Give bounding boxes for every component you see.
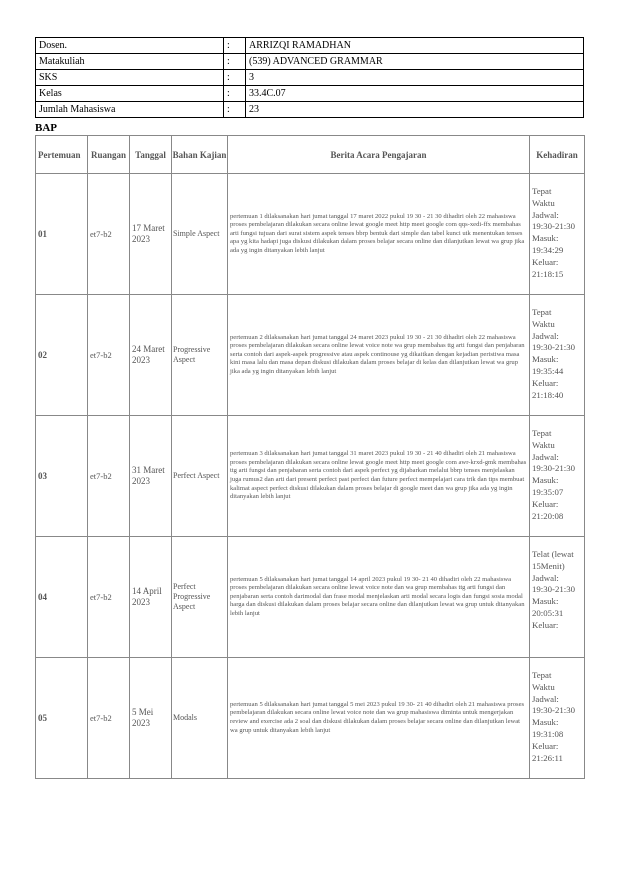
info-value: ARRIZQI RAMADHAN: [246, 38, 584, 54]
kehadiran-line: 19:34:29: [532, 244, 564, 255]
row-ruangan: et7-b2: [88, 658, 130, 779]
kehadiran-line: Masuk:: [532, 354, 559, 365]
header-tanggal: Tanggal: [130, 136, 172, 174]
row-kehadiran: [530, 174, 585, 295]
info-row-jumlah: [36, 102, 584, 118]
header-pertemuan: Pertemuan: [36, 136, 88, 174]
kehadiran-line: Masuk:: [532, 717, 559, 728]
header-ruangan: Ruangan: [88, 136, 130, 174]
kehadiran-line: 21:18:15: [532, 268, 564, 279]
bap-header-row: [36, 136, 585, 174]
kehadiran-line: Jadwal:: [532, 330, 559, 341]
row-pertemuan: 03: [36, 416, 88, 537]
info-value: 33.4C.07: [246, 86, 584, 102]
kehadiran-line: 19:30-21:30: [532, 705, 576, 716]
row-pertemuan: 01: [36, 174, 88, 295]
header-bahan-kajian: Bahan Kajian: [172, 136, 228, 174]
row-ruangan: et7-b2: [88, 295, 130, 416]
header-berita-acara: Berita Acara Pengajaran: [228, 136, 530, 174]
row-ruangan: et7-b2: [88, 537, 130, 658]
row-bahan-kajian: Modals: [172, 658, 228, 779]
kehadiran-line: 19:31:08: [532, 728, 564, 739]
row-berita-acara: pertemuan 5 dilaksanakan hari jumat tanggal 14 april 2023 pukul 19 30- 21 40 dihadiri oleh 22 mahasiswa proses pembelajaran dilakukan secara online lewat voice note dan wa grup membahas ttg arti fungsi dan penjabaran serta contoh darimodal dan frase modal menjelaskan arti modal secara logis dan fungsi sosia modal harga dan diskusi dilakukan dalam proses belajar secara online dan dilanjutkan lewat wa grup untuk ditanyakan lebih lanjut: [228, 537, 530, 658]
kehadiran-line: Jadwal:: [532, 451, 559, 462]
kehadiran-line: Tepat: [532, 670, 552, 680]
info-separator: :: [224, 54, 246, 70]
kehadiran-line: Keluar:: [532, 256, 559, 267]
kehadiran-line: Masuk:: [532, 233, 559, 244]
info-separator: :: [224, 86, 246, 102]
row-berita-acara: pertemuan 2 dilaksanakan hari jumat tanggal 24 maret 2023 pukul 19 30 - 21 30 dihadiri oleh 22 mahasiswa proses pembelajaran dilakukan secara online lewat voice note wa grup membahas ttg arti fungsi dan penjabaran serta contoh dari aspek-aspek progressive atau aspek continouse yg dikaitkan dengan kejadian peristiwa masa kini masa lalu dan masa depan diskusi dilakukan dalam proses belajar di kelas dan dilanjutkan lewat wa grup jika ada yg ingin ditanyakan lebih lanjut: [228, 295, 530, 416]
kehadiran-line: Jadwal:: [532, 572, 559, 583]
row-tanggal: 24 Maret 2023: [130, 295, 172, 416]
row-bahan-kajian: Simple Aspect: [172, 174, 228, 295]
row-pertemuan: 02: [36, 295, 88, 416]
kehadiran-line: 21:26:11: [532, 752, 563, 763]
info-value: 3: [246, 70, 584, 86]
info-label: Kelas: [36, 86, 224, 102]
info-row-sks: [36, 70, 584, 86]
row-ruangan: et7-b2: [88, 416, 130, 537]
kehadiran-line: 19:30-21:30: [532, 463, 576, 474]
kehadiran-line: 19:30-21:30: [532, 221, 576, 232]
kehadiran-line: 20:05:31: [532, 607, 564, 618]
row-tanggal: 17 Maret 2023: [130, 174, 172, 295]
kehadiran-line: Waktu: [532, 439, 555, 450]
kehadiran-line: Telat (lewat: [532, 549, 574, 559]
info-label: Jumlah Mahasiswa: [36, 102, 224, 118]
kehadiran-line: Keluar:: [532, 740, 559, 751]
info-row-kelas: [36, 86, 584, 102]
kehadiran-line: Waktu: [532, 681, 555, 692]
kehadiran-line: 19:35:44: [532, 365, 564, 376]
bap-table: [35, 135, 585, 779]
kehadiran-line: Jadwal:: [532, 693, 559, 704]
table-row: [36, 416, 585, 537]
kehadiran-line: 19:35:07: [532, 486, 564, 497]
kehadiran-line: 21:20:08: [532, 510, 564, 521]
row-berita-acara: pertemuan 1 dilaksanakan hari jumat tanggal 17 maret 2022 pukul 19 30 - 21 30 dihadiri oleh 22 mahasiswa proses pembelajaran dilakukan secara online lewat google meet http meet google com qqs-xedi-ffx membahas arti fungsi tujuan dari surat sistem aspek tenses bbrp bentuk dari simple dan tabel kunci utk menentukan tenses apa yg kita hadapi juga diskusi dilakukan dalam proses belajar secara online dan dilanjutkan lewat wa grup jika ada yg ingin ditanyakan lebih lanjut: [228, 174, 530, 295]
row-bahan-kajian: Perfect Progressive Aspect: [172, 537, 228, 658]
info-label: Dosen.: [36, 38, 224, 54]
row-bahan-kajian: Perfect Aspect: [172, 416, 228, 537]
row-tanggal: 5 Mei 2023: [130, 658, 172, 779]
row-berita-acara: pertemuan 5 dilaksanakan hari jumat tanggal 5 mei 2023 pukul 19 30- 21 40 dihadiri oleh 21 mahasiswa proses pembelajaran dilakukan secara online lewat voice note dan wa grup mahasiswa diminta untuk mengerjakan review and exercise ada 2 soal dan diskusi dilakukan dalam proses belajar secara online dan dilanjutkan lewat wa grup untuk ditanyakan lebih lanjut: [228, 658, 530, 779]
info-separator: :: [224, 102, 246, 118]
kehadiran-line: Waktu: [532, 197, 555, 208]
kehadiran-line: Masuk:: [532, 475, 559, 486]
row-pertemuan: 04: [36, 537, 88, 658]
row-pertemuan: 05: [36, 658, 88, 779]
kehadiran-line: 21:18:40: [532, 389, 564, 400]
info-value: (539) ADVANCED GRAMMAR: [246, 54, 584, 70]
kehadiran-line: 19:30-21:30: [532, 584, 576, 595]
info-label: SKS: [36, 70, 224, 86]
info-row-dosen: [36, 38, 584, 54]
kehadiran-line: Waktu: [532, 318, 555, 329]
table-row: [36, 174, 585, 295]
table-row: [36, 537, 585, 658]
info-row-matakuliah: [36, 54, 584, 70]
kehadiran-line: Tepat: [532, 186, 552, 196]
kehadiran-line: Masuk:: [532, 596, 559, 607]
row-kehadiran: [530, 658, 585, 779]
info-separator: :: [224, 38, 246, 54]
row-ruangan: et7-b2: [88, 174, 130, 295]
kehadiran-line: Tepat: [532, 307, 552, 317]
row-kehadiran: [530, 537, 585, 658]
header-kehadiran: Kehadiran: [530, 136, 585, 174]
kehadiran-line: Keluar:: [532, 377, 559, 388]
row-berita-acara: pertemuan 3 dilaksanakan hari jumat tanggal 31 maret 2023 pukul 19 30 - 21 40 dihadiri oleh 21 mahasiswa proses pembelajaran dilakukan secara online lewat google meet http meet google com awr-krxd-gmk membahas ttg arti fungsi dan penjabaran serta contoh dari aspek perfect yg dijabarkan melalui bbrp tenses menjelaskan juga rumus2 dan arti dari present perfect past perfect dan future perfect mempelajari cara trik dan tips membuat kalimat aspect perfect diskusi dilakukan dalam proses belajar di google meet dan wa grup jika ada yg ingin ditanyakan lebih lanjut: [228, 416, 530, 537]
course-info-table: [35, 37, 584, 118]
row-tanggal: 31 Maret 2023: [130, 416, 172, 537]
kehadiran-line: Keluar:: [532, 619, 559, 630]
info-label: Matakuliah: [36, 54, 224, 70]
table-row: [36, 295, 585, 416]
kehadiran-line: Jadwal:: [532, 209, 559, 220]
kehadiran-line: Keluar:: [532, 498, 559, 509]
kehadiran-line: 15Menit): [532, 560, 565, 571]
bap-title: BAP: [35, 122, 57, 134]
row-kehadiran: [530, 295, 585, 416]
kehadiran-line: 19:30-21:30: [532, 342, 576, 353]
table-row: [36, 658, 585, 779]
row-bahan-kajian: Progressive Aspect: [172, 295, 228, 416]
info-separator: :: [224, 70, 246, 86]
row-kehadiran: [530, 416, 585, 537]
info-value: 23: [246, 102, 584, 118]
row-tanggal: 14 April 2023: [130, 537, 172, 658]
kehadiran-line: Tepat: [532, 428, 552, 438]
